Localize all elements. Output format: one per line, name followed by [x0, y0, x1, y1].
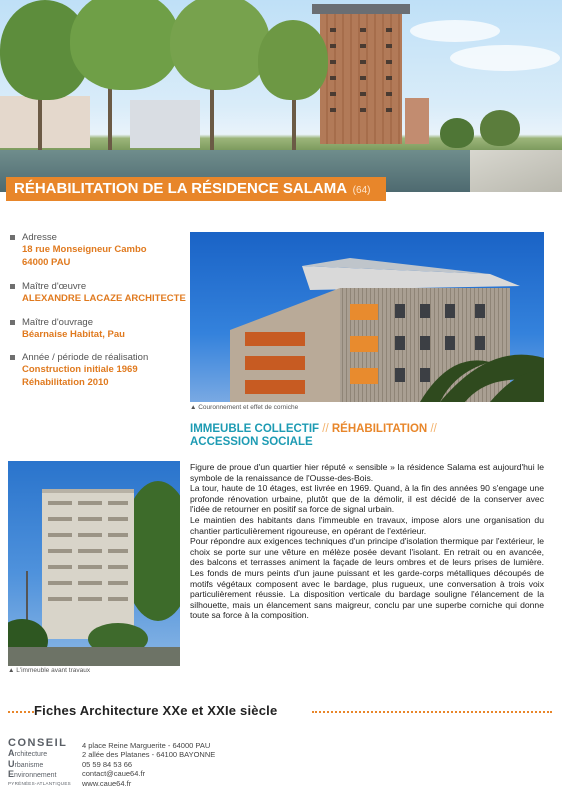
series-title: Fiches Architecture XXe et XXIe siècle — [34, 703, 278, 718]
footer-rule — [312, 711, 552, 713]
info-address — [10, 232, 190, 268]
title-text: RÉHABILITATION DE LA RÉSIDENCE SALAMA — [14, 180, 347, 197]
article-paragraph: Pour répondre aux exigences techniques d'un principe d'isolation thermique par l'extérieur, le choix se porte sur une vêture en mélèze posée devant l'isolant. En retrait ou en avancée, des balcons et terrasses animent la façade de leurs ombres et de leurs prises de lumière. Les fonds de murs peints d'un jaune puissant et les garde-corps métalliques découpés de motifs végétaux composent avec le bardage, plus rugueux, une conversation à trois voix particulièrement réussie. La disposition verticale du bardage souligne l'élancement de la silhouette, mais un élancement sans maigreur, conclu par une superbe corniche qui donne toute sa force à la composition. — [190, 536, 544, 621]
before-works-illustration — [8, 461, 180, 666]
background-building — [130, 100, 200, 148]
article-body — [190, 462, 544, 621]
info-value: Réhabilitation 2010 — [22, 376, 109, 388]
info-architect — [10, 281, 190, 305]
info-value: ALEXANDRE LACAZE ARCHITECTE — [22, 293, 186, 304]
info-label: Maître d'ouvrage — [10, 317, 190, 328]
category-collective: IMMEUBLE COLLECTIF — [190, 423, 320, 435]
info-label: Année / période de réalisation — [10, 352, 190, 363]
hero-photo — [0, 0, 562, 192]
title-department: (64) — [352, 185, 371, 196]
tree — [170, 0, 270, 90]
info-value: 18 rue Monseigneur Cambo — [22, 244, 147, 255]
crown-photo-caption: ▲ Couronnement et effet de corniche — [190, 404, 299, 411]
article-paragraph: Le maintien des habitants dans l'immeuble en travaux, impose alors une organisation du chantier particulièrement rigoureuse, en opérant de l'extérieur. — [190, 514, 544, 536]
info-label: Maître d'œuvre — [10, 281, 190, 292]
crown-photo — [190, 232, 544, 402]
tree — [440, 118, 474, 148]
website-link[interactable]: www.caue64.fr — [82, 778, 132, 788]
tower-building — [320, 8, 402, 144]
article-paragraph: Figure de proue d'un quartier hier réputé « sensible » la résidence Salama est aujourd'hui le symbole de la renaissance de l'Ousse-des-Bois. — [190, 462, 544, 483]
logo-line: Environnement — [8, 769, 57, 779]
category-social: ACCESSION SOCIALE — [190, 436, 313, 448]
logo-line: CONSEIL — [8, 737, 68, 749]
tree — [70, 0, 180, 90]
category-separator: // — [430, 423, 437, 435]
before-works-caption: ▲ L'immeuble avant travaux — [8, 667, 91, 674]
info-value: 64000 PAU — [22, 256, 71, 268]
cloud — [450, 45, 560, 71]
category-rehabilitation: RÉHABILITATION — [331, 423, 428, 435]
tower-roof — [312, 4, 410, 14]
logo-line: PYRÉNÉES-ATLANTIQUES — [8, 780, 71, 786]
article-paragraph: La tour, haute de 10 étages, est livrée en 1969. Quand, à la fin des années 90 s'engage une profonde rénovation urbaine, plutôt que de la démolir, il est décidé de la conserver avec l'idée de retourner en positif sa force de signal urbain. — [190, 483, 544, 515]
info-year — [10, 352, 190, 388]
footer-rule — [8, 711, 34, 713]
tree — [258, 20, 328, 100]
caue-logo — [8, 738, 78, 794]
email-link[interactable]: contact@caue64.fr — [82, 769, 146, 779]
tree — [480, 110, 520, 146]
page-title — [6, 177, 386, 201]
phone-number: 05 59 84 53 66 — [82, 759, 133, 769]
info-value: Construction initiale 1969 — [22, 364, 138, 375]
crown-photo-illustration — [190, 232, 544, 402]
address-line: 4 place Reine Marguerite - 64000 PAU — [82, 741, 211, 750]
cloud — [410, 20, 500, 42]
background-building — [0, 96, 90, 148]
logo-line: Urbanisme — [8, 758, 44, 769]
info-value: Béarnaise Habitat, Pau — [22, 329, 125, 340]
address-line: 2 allée des Platanes - 64100 BAYONNE — [82, 750, 216, 760]
category-separator: // — [322, 423, 329, 435]
background-building — [405, 98, 429, 144]
info-label: Adresse — [10, 232, 190, 243]
info-owner — [10, 317, 190, 341]
category-heading — [190, 423, 550, 449]
walkway — [470, 150, 562, 192]
logo-line: Architecture — [8, 748, 48, 758]
contact-block — [82, 741, 215, 788]
before-works-photo — [8, 461, 180, 666]
